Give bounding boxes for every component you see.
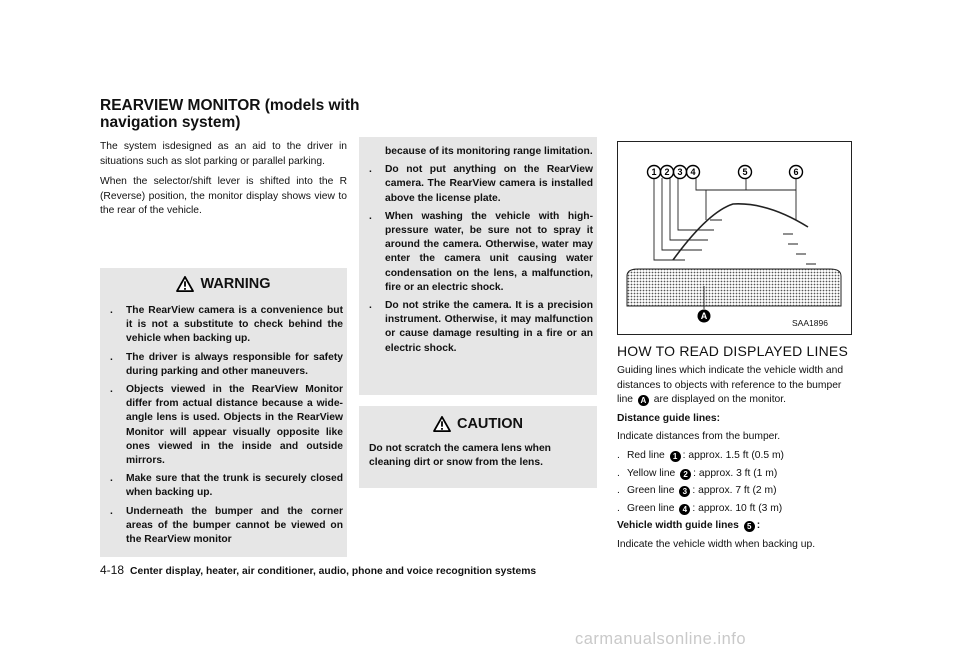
rearview-diagram-drawing [618,142,851,334]
page-number: 4-18 [100,563,125,577]
warning-item-text: Objects viewed in the RearView Monitor differ from actual distance because a wide-angle lens is used. Objects in the RearView Monitor will appear visually opposite like ones viewed in the inside and outside mirrors. [126,384,343,467]
width-heading [617,519,855,534]
warning-item: . Underneath the bumper and the corner areas of the bumper cannot be viewed on the RearView monitor [110,505,343,546]
guide-label: Green line [627,502,675,514]
intro-paragraph-1: The system isdesigned as an aid to the driver in situations such as slot parking or parallel parking. [100,141,347,167]
callout-6: 6 [793,167,799,177]
warning-continued-text: because of its monitoring range limitation. [385,146,593,157]
guide-distance: : approx. 7 ft (2 m) [692,485,777,497]
guide-number-icon: 4 [679,504,690,515]
how-to-heading: HOW TO READ DISPLAYED LINES [617,343,849,359]
rearview-diagram [617,141,852,335]
bumper-area [627,269,841,306]
guide-label: Yellow line [627,467,676,479]
guide-number-icon: 3 [679,486,690,497]
warning-item: . Do not strike the camera. It is a precision instrument. Otherwise, it may malfunction or cause damage resulting in a fire or an electric shock. [369,300,593,354]
warning-item: . Make sure that the trunk is securely closed when backing up. [110,473,343,499]
distance-heading: Distance guide lines: [617,412,720,424]
section-title-line2: navigation system) [100,114,241,131]
warning-heading [100,276,347,292]
warning-list-continued [359,145,597,356]
warning-box [100,268,347,557]
guide-line-item: . Yellow line 2 : approx. 3 ft (1 m) [617,467,778,479]
section-title-line1: REARVIEW MONITOR (models with [100,97,360,114]
leader-lines [654,178,796,260]
warning-item-text: The RearView camera is a convenience but it is not a substitute to check behind the vehicle when backing up. [126,305,343,345]
watermark: carmanualsonline.info [575,630,747,648]
warning-triangle-icon [176,276,194,292]
warning-heading-text: WARNING [200,276,271,292]
warning-item: . The driver is always responsible for safety during parking and other maneuvers. [110,351,343,377]
footer-text: Center display, heater, air conditioner, audio, phone and voice recognition systems [130,566,537,577]
warning-item-text: Do not put anything on the RearView camera. The RearView camera is installed above the license plate. [385,164,593,204]
warning-item: . Do not put anything on the RearView camera. The RearView camera is installed above the license plate. [369,164,593,204]
distance-desc: Indicate distances from the bumper. [617,431,781,443]
intro-paragraph-2: When the selector/shift lever is shifted into the R (Reverse) position, the monitor display shows view to the rear of the vehicle. [100,176,347,217]
figure-code: SAA1896 [792,318,828,328]
section-title [100,97,360,131]
warning-item: . The RearView camera is a convenience but it is not a substitute to check behind the vehicle when backing up. [110,305,343,345]
guide-label: Green line [627,485,675,497]
warning-box-continued [359,137,597,395]
vehicle-width-guide-line [673,204,808,260]
how-to-intro-pre: Guiding lines which indicate the vehicle width and distances to objects with reference to the bumper line [617,365,844,406]
guide-line-item: . Green line 4 : approx. 10 ft (3 m) [617,502,783,514]
warning-item-text: The driver is always responsible for safety during parking and other maneuvers. [126,351,343,377]
how-to-text [617,364,855,557]
warning-item-text: Do not strike the camera. It is a precision instrument. Otherwise, it may malfunction or cause damage resulting in a fire or an electric shock. [385,300,593,354]
width-heading-text: Vehicle width guide lines [617,520,739,532]
callout-1: 1 [651,167,657,177]
caution-heading [359,416,597,432]
page-footer [100,563,536,577]
guide-line-item: . Green line 3 : approx. 7 ft (2 m) [617,485,777,497]
guide-line-item: . Red line 1 : approx. 1.5 ft (0.5 m) [617,449,784,461]
callout-5: 5 [742,167,748,177]
warning-item: . When washing the vehicle with high-pressure water, be sure not to spray it around the camera. Otherwise, water may enter the camera unit causing water condensation on the lens, a malfunction, fire or an electric shock. [369,210,593,293]
caution-text: Do not scratch the camera lens when cleaning dirt or snow from the lens. [369,443,551,469]
caution-box [359,406,597,488]
guide-distance: : approx. 1.5 ft (0.5 m) [682,449,784,461]
width-number-icon: 5 [744,521,755,532]
guide-distance: : approx. 10 ft (3 m) [692,502,783,514]
width-heading-colon: : [756,520,761,532]
width-desc: Indicate the vehicle width when backing up. [617,538,816,550]
warning-item-text: Underneath the bumper and the corner areas of the bumper cannot be viewed on the RearView monitor [126,505,343,546]
callout-a: A [700,311,708,321]
warning-list [100,304,347,547]
marker-a-icon: A [638,395,649,406]
caution-heading-text: CAUTION [456,416,524,432]
guide-distance: : approx. 3 ft (1 m) [693,467,778,479]
callout-2: 2 [664,167,670,177]
guide-number-icon: 1 [670,451,681,462]
guide-label: Red line [627,449,665,461]
warning-item-continued [359,145,597,159]
callout-4: 4 [690,167,696,177]
guide-number-icon: 2 [680,469,691,480]
warning-item-text: Make sure that the trunk is securely closed when backing up. [126,473,343,499]
warning-item: . Objects viewed in the RearView Monitor differ from actual distance because a wide-angle lens is used. Objects in the RearView Monitor will appear visually opposite like ones viewed in the inside and outside mirrors. [110,384,343,467]
how-to-intro [617,364,855,408]
caution-triangle-icon [433,416,451,432]
warning-item-text: When washing the vehicle with high-pressure water, be sure not to spray it around the camera. Otherwise, water may enter the camera unit causing water condensation on the lens, a malfunction, fire or an electric shock. [385,210,593,293]
callout-3: 3 [677,167,683,177]
intro-text [100,140,347,225]
how-to-intro-post: are displayed on the monitor. [653,394,787,406]
